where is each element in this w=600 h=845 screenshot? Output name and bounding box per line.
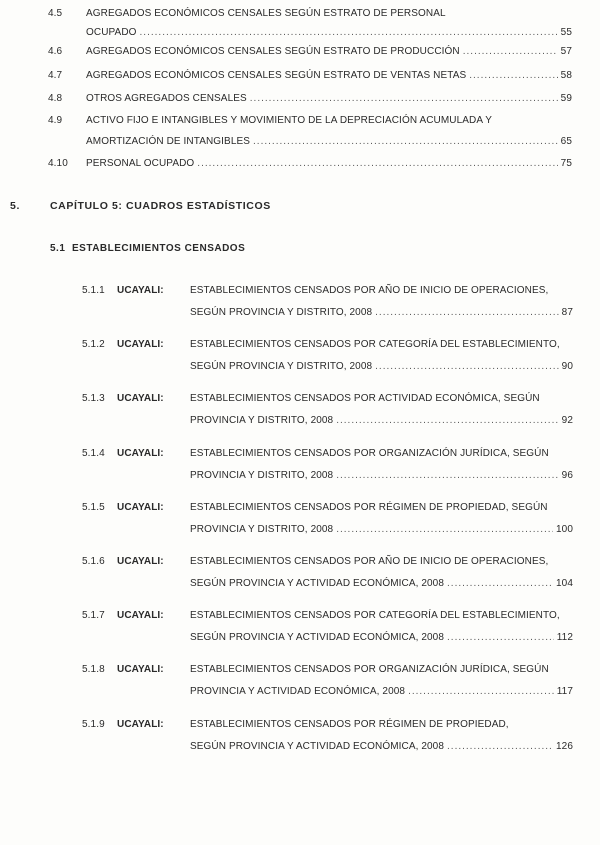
leader-dots [447, 632, 554, 643]
leader-dots [375, 307, 559, 318]
table-title: ESTABLECIMIENTOS CENSADOS POR AÑO DE INICIO DE OPERACIONES, [190, 556, 549, 567]
leader-dots [250, 93, 558, 104]
entry-number: 4.8 [48, 93, 63, 104]
table-page: 87 [561, 307, 573, 318]
table-page: 90 [561, 361, 573, 372]
entry-title: OCUPADO [86, 27, 137, 38]
region-label: UCAYALI: [117, 719, 164, 730]
leader-dots [197, 158, 557, 169]
entry-title: OTROS AGREGADOS CENSALES [86, 93, 247, 104]
leader-dots [408, 686, 554, 697]
table-title: ESTABLECIMIENTOS CENSADOS POR RÉGIMEN DE PROPIEDAD, [190, 719, 509, 730]
table-number: 5.1.2 [82, 339, 105, 350]
table-title: SEGÚN PROVINCIA Y ACTIVIDAD ECONÓMICA, 2008 [190, 632, 445, 643]
table-page: 96 [561, 470, 573, 481]
region-label: UCAYALI: [117, 285, 164, 296]
entry-page: 58 [560, 70, 572, 81]
table-page: 100 [556, 524, 573, 535]
table-number: 5.1.4 [82, 448, 105, 459]
table-title: SEGÚN PROVINCIA Y ACTIVIDAD ECONÓMICA, 2008 [190, 578, 445, 589]
table-page: 126 [556, 741, 573, 752]
table-title: ESTABLECIMIENTOS CENSADOS POR ACTIVIDAD ECONÓMICA, SEGÚN [190, 393, 540, 404]
section-number: 5.1 [50, 243, 66, 254]
table-title: ESTABLECIMIENTOS CENSADOS POR ORGANIZACIÓN JURÍDICA, SEGÚN [190, 448, 549, 459]
entry-page: 75 [560, 158, 572, 169]
leader-dots [469, 70, 557, 81]
region-label: UCAYALI: [117, 502, 164, 513]
entry-page: 59 [560, 93, 572, 104]
leader-dots [447, 578, 553, 589]
leader-dots [140, 27, 558, 38]
table-page: 104 [556, 578, 573, 589]
entry-number: 4.10 [48, 158, 68, 169]
entry-title: AGREGADOS ECONÓMICOS CENSALES SEGÚN ESTRATO DE PRODUCCIÓN [86, 46, 460, 57]
entry-page: 57 [560, 46, 572, 57]
leader-dots [253, 136, 558, 147]
leader-dots [375, 361, 559, 372]
table-title: ESTABLECIMIENTOS CENSADOS POR AÑO DE INICIO DE OPERACIONES, [190, 285, 549, 296]
leader-dots [336, 415, 558, 426]
entry-title: AMORTIZACIÓN DE INTANGIBLES [86, 136, 251, 147]
leader-dots [336, 470, 558, 481]
entry-number: 4.9 [48, 115, 63, 126]
table-title: ESTABLECIMIENTOS CENSADOS POR CATEGORÍA DEL ESTABLECIMIENTO, [190, 339, 560, 350]
table-title: SEGÚN PROVINCIA Y DISTRITO, 2008 [190, 307, 373, 318]
table-title: ESTABLECIMIENTOS CENSADOS POR ORGANIZACIÓN JURÍDICA, SEGÚN [190, 664, 549, 675]
entry-number: 4.5 [48, 8, 63, 19]
entry-number: 4.6 [48, 46, 63, 57]
chapter-number: 5. [10, 200, 20, 212]
table-title: PROVINCIA Y DISTRITO, 2008 [190, 415, 334, 426]
table-title: ESTABLECIMIENTOS CENSADOS POR RÉGIMEN DE PROPIEDAD, SEGÚN [190, 502, 548, 513]
table-title: PROVINCIA Y DISTRITO, 2008 [190, 470, 334, 481]
table-number: 5.1.7 [82, 610, 105, 621]
entry-number: 4.7 [48, 70, 63, 81]
leader-dots [463, 46, 558, 57]
entry-page: 55 [560, 27, 572, 38]
table-title: SEGÚN PROVINCIA Y DISTRITO, 2008 [190, 361, 373, 372]
region-label: UCAYALI: [117, 448, 164, 459]
table-number: 5.1.1 [82, 285, 105, 296]
entry-title: AGREGADOS ECONÓMICOS CENSALES SEGÚN ESTRATO DE VENTAS NETAS [86, 70, 467, 81]
region-label: UCAYALI: [117, 339, 164, 350]
region-label: UCAYALI: [117, 664, 164, 675]
entry-title: ACTIVO FIJO E INTANGIBLES Y MOVIMIENTO DE LA DEPRECIACIÓN ACUMULADA Y [86, 115, 493, 126]
table-title: ESTABLECIMIENTOS CENSADOS POR CATEGORÍA DEL ESTABLECIMIENTO, [190, 610, 560, 621]
chapter-title: CAPÍTULO 5: CUADROS ESTADÍSTICOS [50, 200, 271, 212]
section-title: ESTABLECIMIENTOS CENSADOS [72, 243, 246, 254]
table-page: 92 [561, 415, 573, 426]
table-page: 117 [556, 686, 573, 697]
entry-page: 65 [560, 136, 572, 147]
table-number: 5.1.3 [82, 393, 105, 404]
table-number: 5.1.8 [82, 664, 105, 675]
table-title: PROVINCIA Y DISTRITO, 2008 [190, 524, 334, 535]
leader-dots [336, 524, 553, 535]
table-number: 5.1.6 [82, 556, 105, 567]
region-label: UCAYALI: [117, 393, 164, 404]
entry-title: AGREGADOS ECONÓMICOS CENSALES SEGÚN ESTRATO DE PERSONAL [86, 8, 446, 19]
entry-title: PERSONAL OCUPADO [86, 158, 195, 169]
table-title: PROVINCIA Y ACTIVIDAD ECONÓMICA, 2008 [190, 686, 406, 697]
leader-dots [447, 741, 553, 752]
table-number: 5.1.9 [82, 719, 105, 730]
table-number: 5.1.5 [82, 502, 105, 513]
region-label: UCAYALI: [117, 610, 164, 621]
region-label: UCAYALI: [117, 556, 164, 567]
table-title: SEGÚN PROVINCIA Y ACTIVIDAD ECONÓMICA, 2008 [190, 741, 445, 752]
table-page: 112 [556, 632, 573, 643]
